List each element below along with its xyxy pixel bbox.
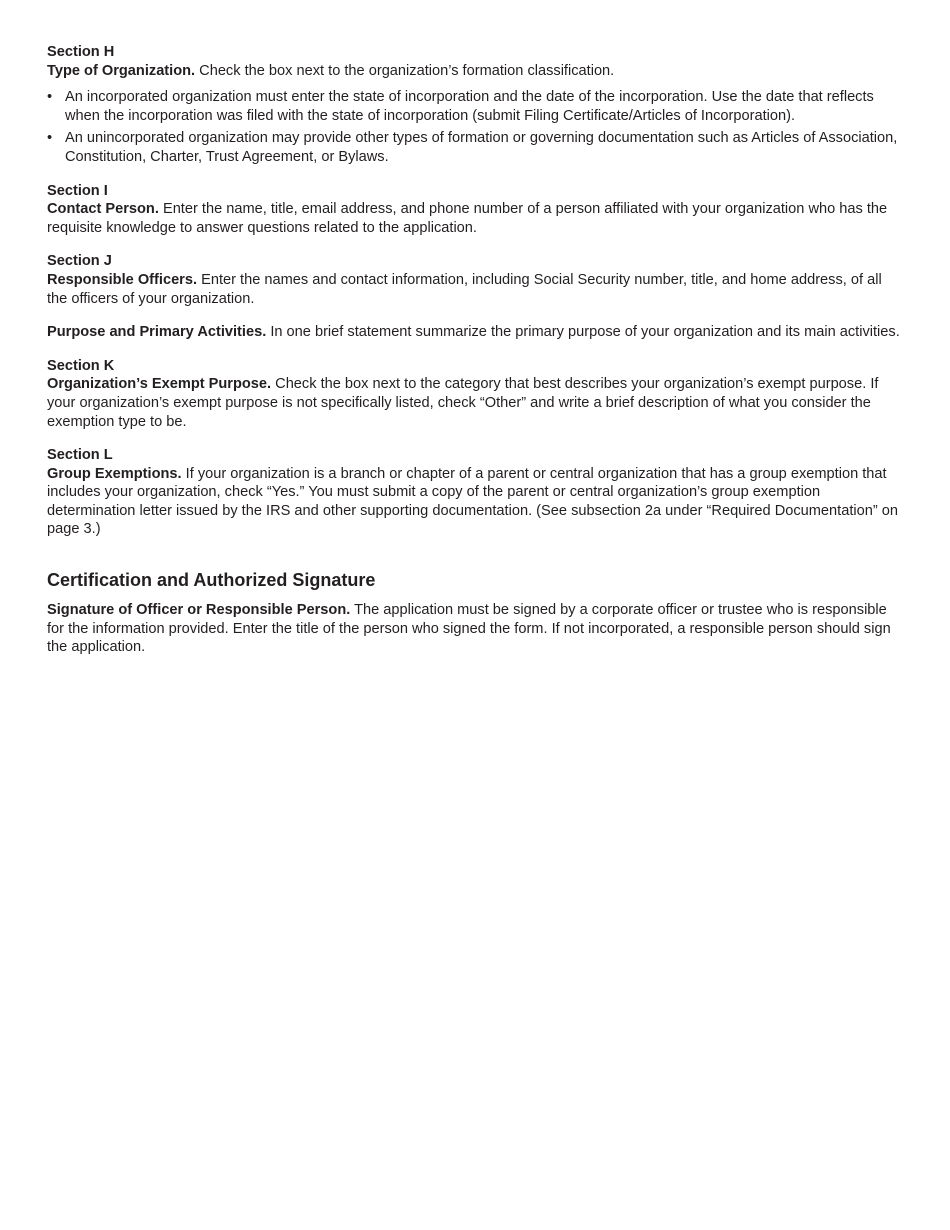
section-l-text: If your organization is a branch or chapter of a parent or central organization that has a group exemption that includes your organization, check “Yes.” You must submit a copy of the parent or central organization’s group exemption determination letter issued by the IRS and other supporting documentation. (See subsection 2a under “Required Documentation” on page 3.) xyxy=(47,465,898,538)
section-j-text: Enter the names and contact information, including Social Security number, title, and home address, of all the officers of your organization. xyxy=(47,271,882,307)
section-k xyxy=(47,357,903,431)
section-k-heading: Section K xyxy=(47,357,115,374)
list-item xyxy=(47,88,903,125)
section-h xyxy=(47,43,903,167)
purpose-text: In one brief statement summarize the primary purpose of your organization and its main activities. xyxy=(266,324,900,341)
section-i-heading: Section I xyxy=(47,182,108,199)
section-j-paragraph xyxy=(47,271,903,308)
section-l xyxy=(47,446,903,539)
section-h-bullet-list xyxy=(47,88,903,166)
section-h-heading: Section H xyxy=(47,44,115,60)
section-h-paragraph xyxy=(47,62,903,81)
purpose-lead: Purpose and Primary Activities. xyxy=(47,324,267,341)
section-i-lead: Contact Person. xyxy=(47,201,159,218)
section-l-heading: Section L xyxy=(47,447,113,464)
section-k-paragraph xyxy=(47,375,903,431)
section-i-text: Enter the name, title, email address, and phone number of a person affiliated with your organization who has the requisite knowledge to answer questions related to the application. xyxy=(47,201,888,236)
section-k-lead: Organization’s Exempt Purpose. xyxy=(47,376,272,393)
certification-text: The application must be signed by a corporate officer or trustee who is responsible for the information provided. Enter the title of the person who signed the form. If not incorporated, a responsible person should sign the application. xyxy=(47,602,891,656)
section-h-lead: Type of Organization. xyxy=(47,62,196,79)
section-l-lead: Group Exemptions. xyxy=(47,465,182,482)
certification-paragraph xyxy=(47,601,903,657)
section-k-text: Check the box next to the category that best describes your organization’s exempt purpose. If your organization’s exempt purpose is not specifically listed, check “Other” and write a brief description of what you consider the exemption type to be. xyxy=(47,376,879,430)
bullet-icon: • xyxy=(47,130,53,147)
bullet-text: An incorporated organization must enter the state of incorporation and the date of the incorporation. Use the date that reflects when the incorporation was filed with the state of incorporation (submit Filing Certificate/Articles of Incorporation). xyxy=(65,89,874,124)
bullet-icon: • xyxy=(47,89,53,106)
section-j-heading: Section J xyxy=(47,253,112,270)
section-i xyxy=(47,182,903,238)
section-l-paragraph xyxy=(47,465,903,539)
section-j-lead: Responsible Officers. xyxy=(47,271,198,288)
purpose-paragraph xyxy=(47,323,903,342)
section-h-text: Check the box next to the organization’s formation classification. xyxy=(195,62,615,79)
certification-lead: Signature of Officer or Responsible Person. xyxy=(47,602,351,619)
certification-title: Certification and Authorized Signature xyxy=(47,570,376,591)
section-i-paragraph xyxy=(47,200,903,237)
bullet-text: An unincorporated organization may provide other types of formation or governing documentation such as Articles of Association, Constitution, Charter, Trust Agreement, or Bylaws. xyxy=(65,130,898,165)
section-j xyxy=(47,252,903,341)
list-item xyxy=(47,129,903,166)
